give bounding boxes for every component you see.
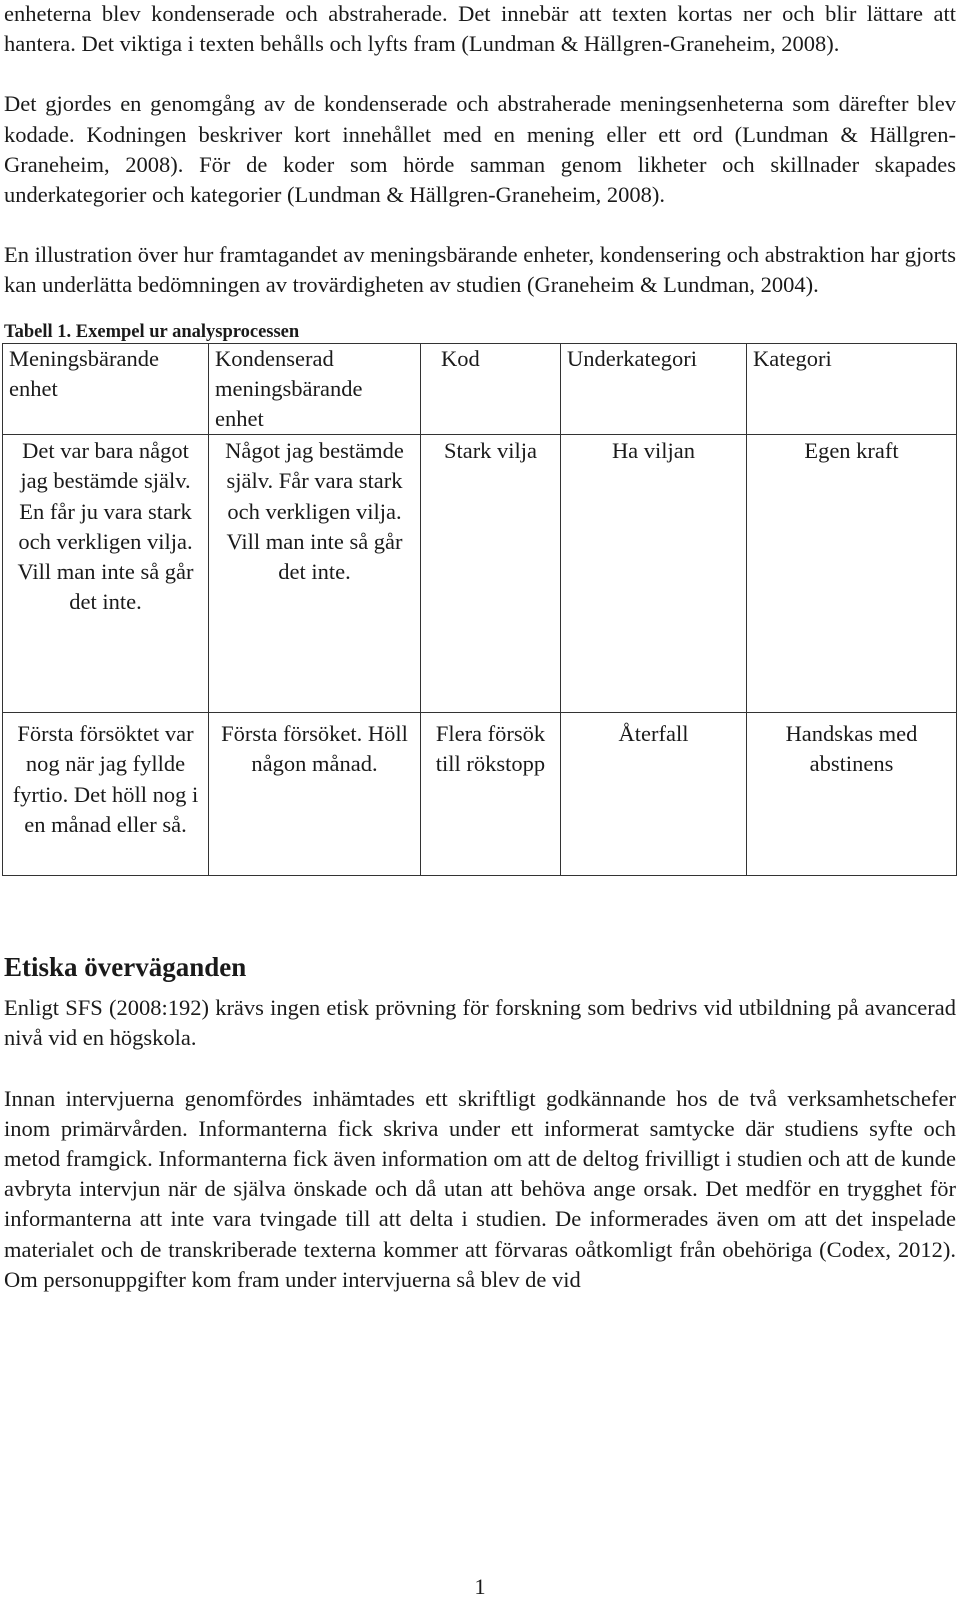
table-cell: Egen kraft (747, 435, 957, 713)
table-cell: Första försöktet var nog när jag fyllde fyrtio. Det höll nog i en månad eller så. (3, 713, 209, 876)
table-header-cell: Underkategori (561, 343, 747, 435)
table-header-row (3, 343, 957, 435)
body-paragraph: Det gjordes en genomgång av de kondenserade och abstraherade meningsenheterna som därefter blev kodade. Kodningen beskriver kort innehållet med en mening eller ett ord (Lundman & Hällgren-Graneheim, 2008). För de koder som hörde samman genom likheter och skillnader skapades underkategorier och kategorier (Lundman & Hällgren-Graneheim, 2008). (4, 91, 956, 208)
table-row (3, 713, 957, 876)
body-paragraph: Enligt SFS (2008:192) krävs ingen etisk prövning för forskning som bedrivs vid utbildning på avancerad nivå vid en högskola. (4, 995, 956, 1051)
analysis-table (2, 343, 957, 877)
table-cell: Det var bara något jag bestämde själv. En får ju vara stark och verkligen vilja. Vill man inte så går det inte. (3, 435, 209, 713)
table-header-cell: Kod (421, 343, 561, 435)
table-cell: Något jag bestämde själv. Får vara stark och verkligen vilja. Vill man inte så går det inte. (209, 435, 421, 713)
table-row (3, 435, 957, 713)
section-heading: Etiska överväganden (4, 952, 247, 983)
table-header-cell: Kategori (747, 343, 957, 435)
table-header-cell: Kondenserad meningsbärande enhet (209, 343, 421, 435)
table-cell: Återfall (561, 713, 747, 876)
page-number: 1 (474, 1574, 486, 1599)
table-cell: Flera försök till rökstopp (421, 713, 561, 876)
document-page (4, 0, 956, 1295)
table-header-cell: Meningsbärande enhet (3, 343, 209, 435)
table-cell: Första försöket. Höll någon månad. (209, 713, 421, 876)
table-caption: Tabell 1. Exempel ur analysprocessen (4, 321, 300, 342)
body-paragraph: enheterna blev kondenserade och abstraherade. Det innebär att texten kortas ner och blir lättare att hantera. Det viktiga i texten behålls och lyfts fram (Lundman & Hällgren-Graneheim, 2008). (4, 1, 956, 57)
table-cell: Stark vilja (421, 435, 561, 713)
body-paragraph: En illustration över hur framtagandet av meningsbärande enheter, kondensering och abstraktion har gjorts kan underlätta bedömningen av trovärdigheten av studien (Graneheim & Lundman, 2004). (4, 242, 956, 298)
table-cell: Handskas med abstinens (747, 713, 957, 876)
table-cell: Ha viljan (561, 435, 747, 713)
body-paragraph: Innan intervjuerna genomfördes inhämtades ett skriftligt godkännande hos de två verksamhetschefer inom primärvården. Informanterna fick skriva under ett informerat samtycke där studiens syfte och metod framgick. Informanterna fick även information om att de deltog frivilligt i studien och att de kunde avbryta intervjun när de själva önskade och då utan att behöva ange orsak. Det medför en trygghet för informanterna att inte vara tvingade till att delta i studien. De informerades även om att det inspelade materialet och de transkriberade texterna kommer att förvaras oåtkomligt från obehöriga (Codex, 2012). Om personuppgifter kom fram under intervjuerna så blev de vid (4, 1085, 956, 1292)
